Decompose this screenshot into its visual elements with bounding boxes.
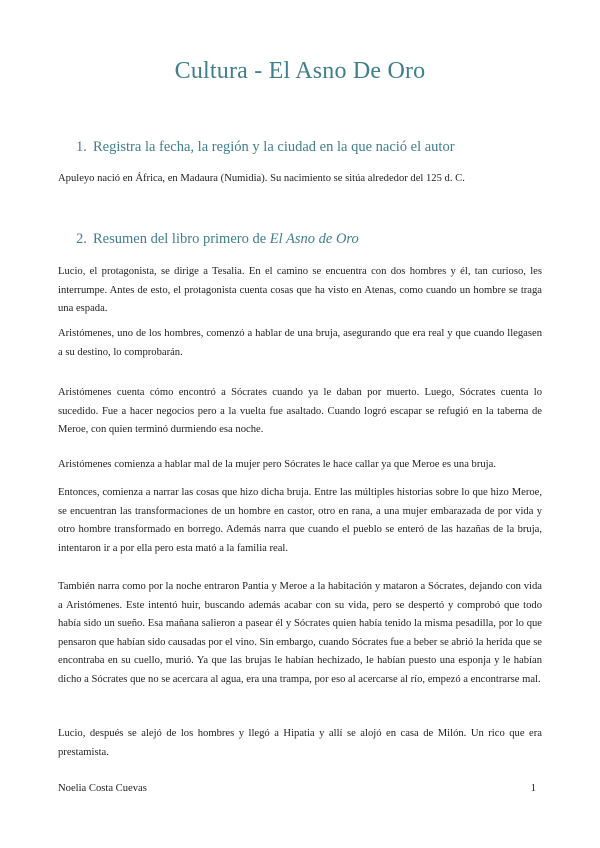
paragraph-5: Entonces, comienza a narrar las cosas que hizo dicha bruja. Entre las múltiples historias sobre lo que hizo Meroe, se encuentran las transformaciones de un hombre en castor, otro en rana, a una mujer embarazada de por vida y otro hombre transformado en borrego. Además narra que cuando el pueblo se enteró de las hazañas de la bruja, intentaron ir a por ella pero esta mató a la familia real. <box>58 487 542 554</box>
section-1-heading <box>76 139 455 156</box>
paragraph-4: Aristómenes comienza a hablar mal de la mujer pero Sócrates le hace callar ya que Meroe es una bruja. <box>58 459 496 470</box>
footer-author: Noelia Costa Cuevas <box>58 783 147 794</box>
page-title: Cultura - El Asno De Oro <box>174 58 426 84</box>
paragraph-6: También narra como por la noche entraron Pantia y Meroe a la habitación y mataron a Sócrates, dejando con vida a Aristómenes. Este intentó huir, buscando además acabar con su vida, pero se despertó y comprobó que todo había sido un sueño. Esa mañana salieron a pasear él y Sócrates quien había tenido la misma pesadilla, por lo que pensaron que habían sido causadas por el vino. Sin embargo, cuando Sócrates fue a beber se abrió la herida que se encontraba en su cuello, murió. Ya que las brujas le habían hechizado, le habían puesto una esponja y le habían dicho a Sócrates que no se acercara al agua, era una trampa, por eso al acercarse al río, empezó a encontrarse mal. <box>58 581 543 685</box>
section-2-heading-prefix: Resumen del libro primero de <box>93 231 270 247</box>
section-2-book-title: El Asno de Oro <box>269 231 359 247</box>
paragraph-2: Aristómenes, uno de los hombres, comenzó a hablar de una bruja, asegurando que era real y que cuando llegasen a su destino, lo comprobarán. <box>58 328 542 358</box>
section-1-heading-text: Registra la fecha, la región y la ciudad en la que nació el autor <box>93 139 455 155</box>
page-footer <box>58 783 542 794</box>
paragraph-1: Lucio, el protagonista, se dirige a Tesalia. En el camino se encuentra con dos hombres y él, tan curioso, les interrumpe. Antes de esto, el protagonista cuenta cosas que ha visto en Atenas, como cuando un hombre se traga una espada. <box>58 266 542 314</box>
section-1-number: 1. <box>76 139 87 155</box>
page-number: 1 <box>530 783 536 794</box>
section-1-text: Apuleyo nació en África, en Madaura (Numidia). Su nacimiento se sitúa alrededor del 125 d. C. <box>58 173 465 184</box>
section-2-number: 2. <box>76 231 87 247</box>
section-2-heading <box>76 231 359 248</box>
paragraph-7: Lucio, después se alejó de los hombres y llegó a Hipatia y allí se alojó en casa de Milón. Un rico que era prestamista. <box>58 728 542 758</box>
paragraph-3: Aristómenes cuenta cómo encontró a Sócrates cuando ya le daban por muerto. Luego, Sócrates cuenta lo sucedido. Fue a hacer negocios pero a la vuelta fue asaltado. Cuando logró escapar se refugió en la taberna de Meroe, con quien terminó durmiendo esa noche. <box>58 387 542 435</box>
